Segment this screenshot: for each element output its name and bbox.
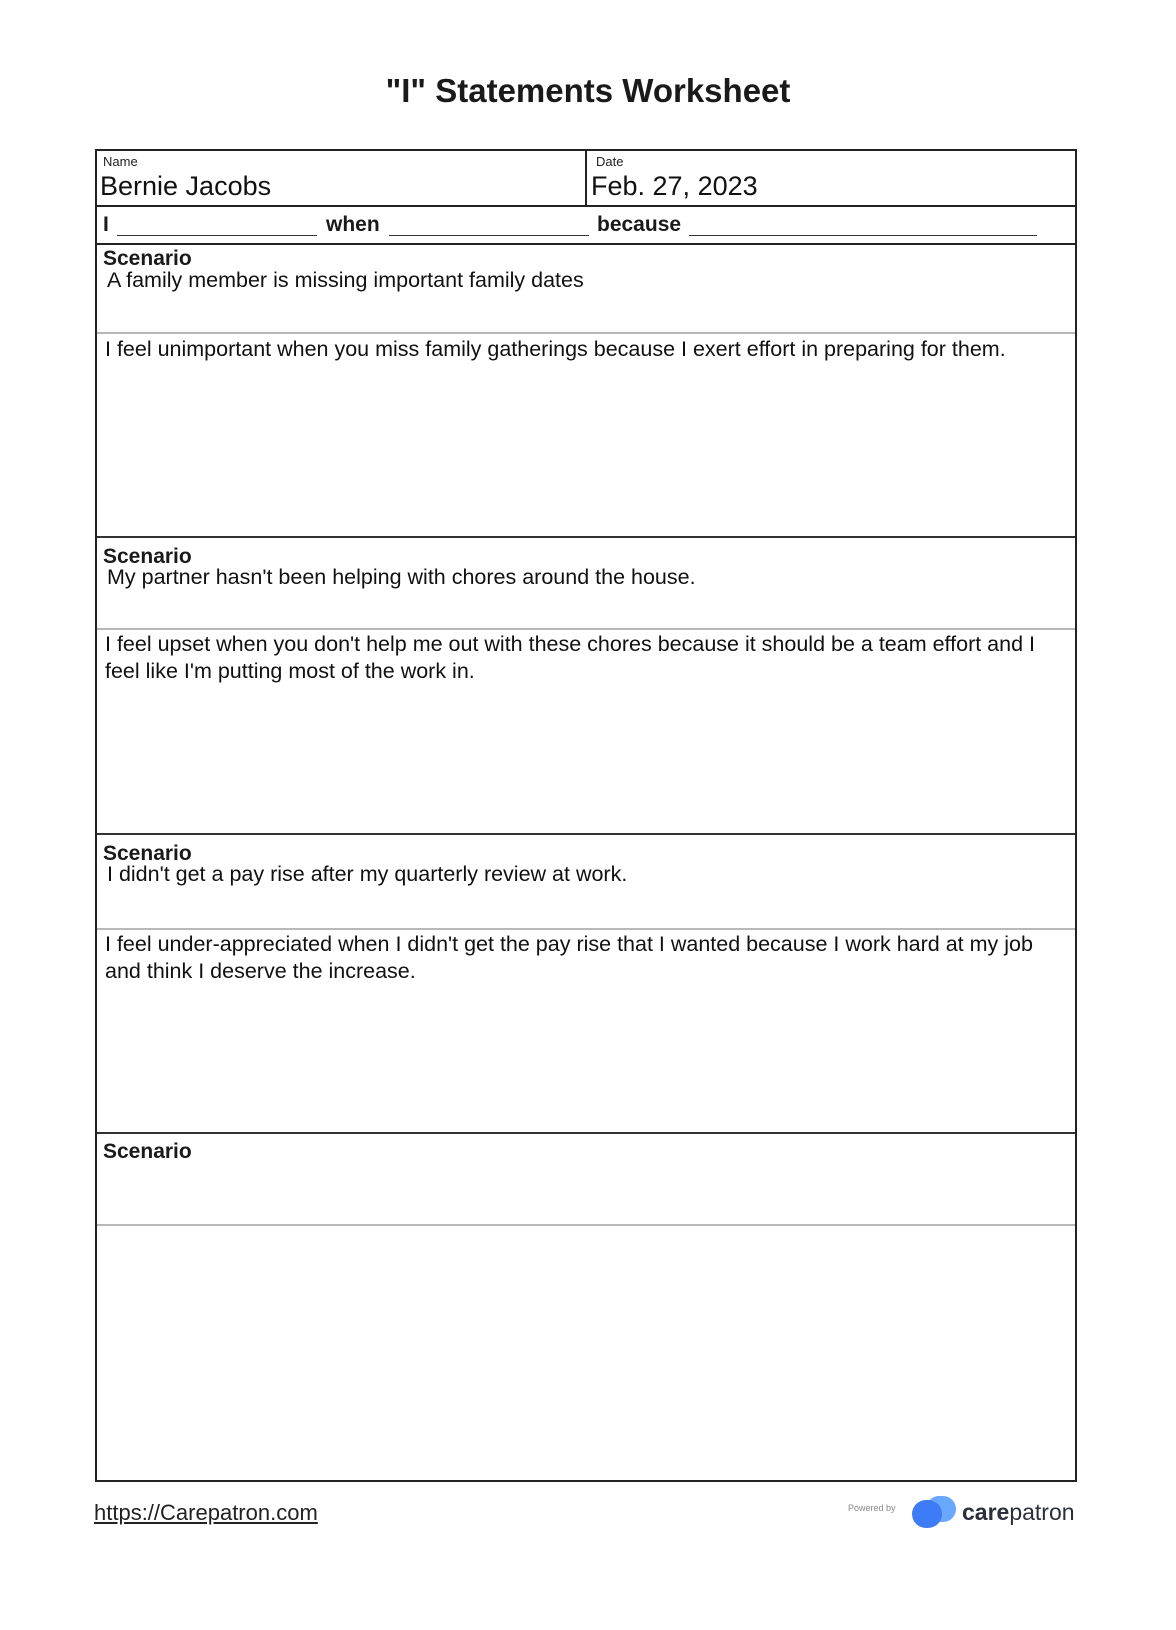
formula-because: because [597,213,682,236]
scenario-1-label: Scenario [103,247,192,270]
worksheet-form [95,149,1077,1482]
name-cell[interactable] [97,151,587,205]
scenario-1-text[interactable]: A family member is missing important family dates [107,268,584,292]
scenario-3-divider [97,928,1075,930]
scenario-2-divider [97,628,1075,630]
brand-bold: care [962,1499,1010,1525]
carepatron-logo-icon [912,1496,958,1528]
scenario-1-divider [97,332,1075,334]
formula-blank-feeling[interactable] [117,235,317,236]
name-value[interactable]: Bernie Jacobs [100,171,272,201]
i-statement-formula [97,205,1075,245]
scenario-2-text[interactable]: My partner hasn't been helping with chores around the house. [107,565,696,589]
date-cell[interactable] [587,151,1075,205]
worksheet-title: "I" Statements Worksheet [385,72,791,109]
brand-rest: patron [1009,1499,1075,1525]
scenario-2-response[interactable]: I feel upset when you don't help me out with these chores because it should be a team effort and I feel like I'm putting most of the work in. [105,632,1035,683]
header-row [97,151,1075,207]
scenario-2-label: Scenario [103,545,192,568]
section-divider [97,536,1075,538]
carepatron-wordmark [962,1499,1075,1526]
section-divider [97,833,1075,835]
scenario-1-response[interactable]: I feel unimportant when you miss family gatherings because I exert effort in preparing for them. [105,337,1006,361]
carepatron-brand[interactable] [848,1494,1080,1534]
section-divider [97,1132,1075,1134]
name-label: Name [103,154,138,169]
powered-by-label: Powered by [848,1503,896,1513]
formula-blank-situation[interactable] [389,235,589,236]
scenario-3-text[interactable]: I didn't get a pay rise after my quarterly review at work. [107,862,628,886]
formula-blank-reason[interactable] [689,235,1037,236]
date-value[interactable]: Feb. 27, 2023 [591,171,758,201]
scenario-3-response[interactable]: I feel under-appreciated when I didn't get the pay rise that I wanted because I work hard at my job and think I deserve the increase. [105,932,1033,983]
formula-i: I [103,213,109,236]
date-label: Date [596,154,624,169]
scenario-3-label: Scenario [103,842,192,865]
scenario-4-label: Scenario [103,1140,192,1163]
scenario-4-divider [97,1224,1075,1226]
formula-when: when [326,213,380,236]
carepatron-link[interactable]: https://Carepatron.com [94,1500,318,1525]
